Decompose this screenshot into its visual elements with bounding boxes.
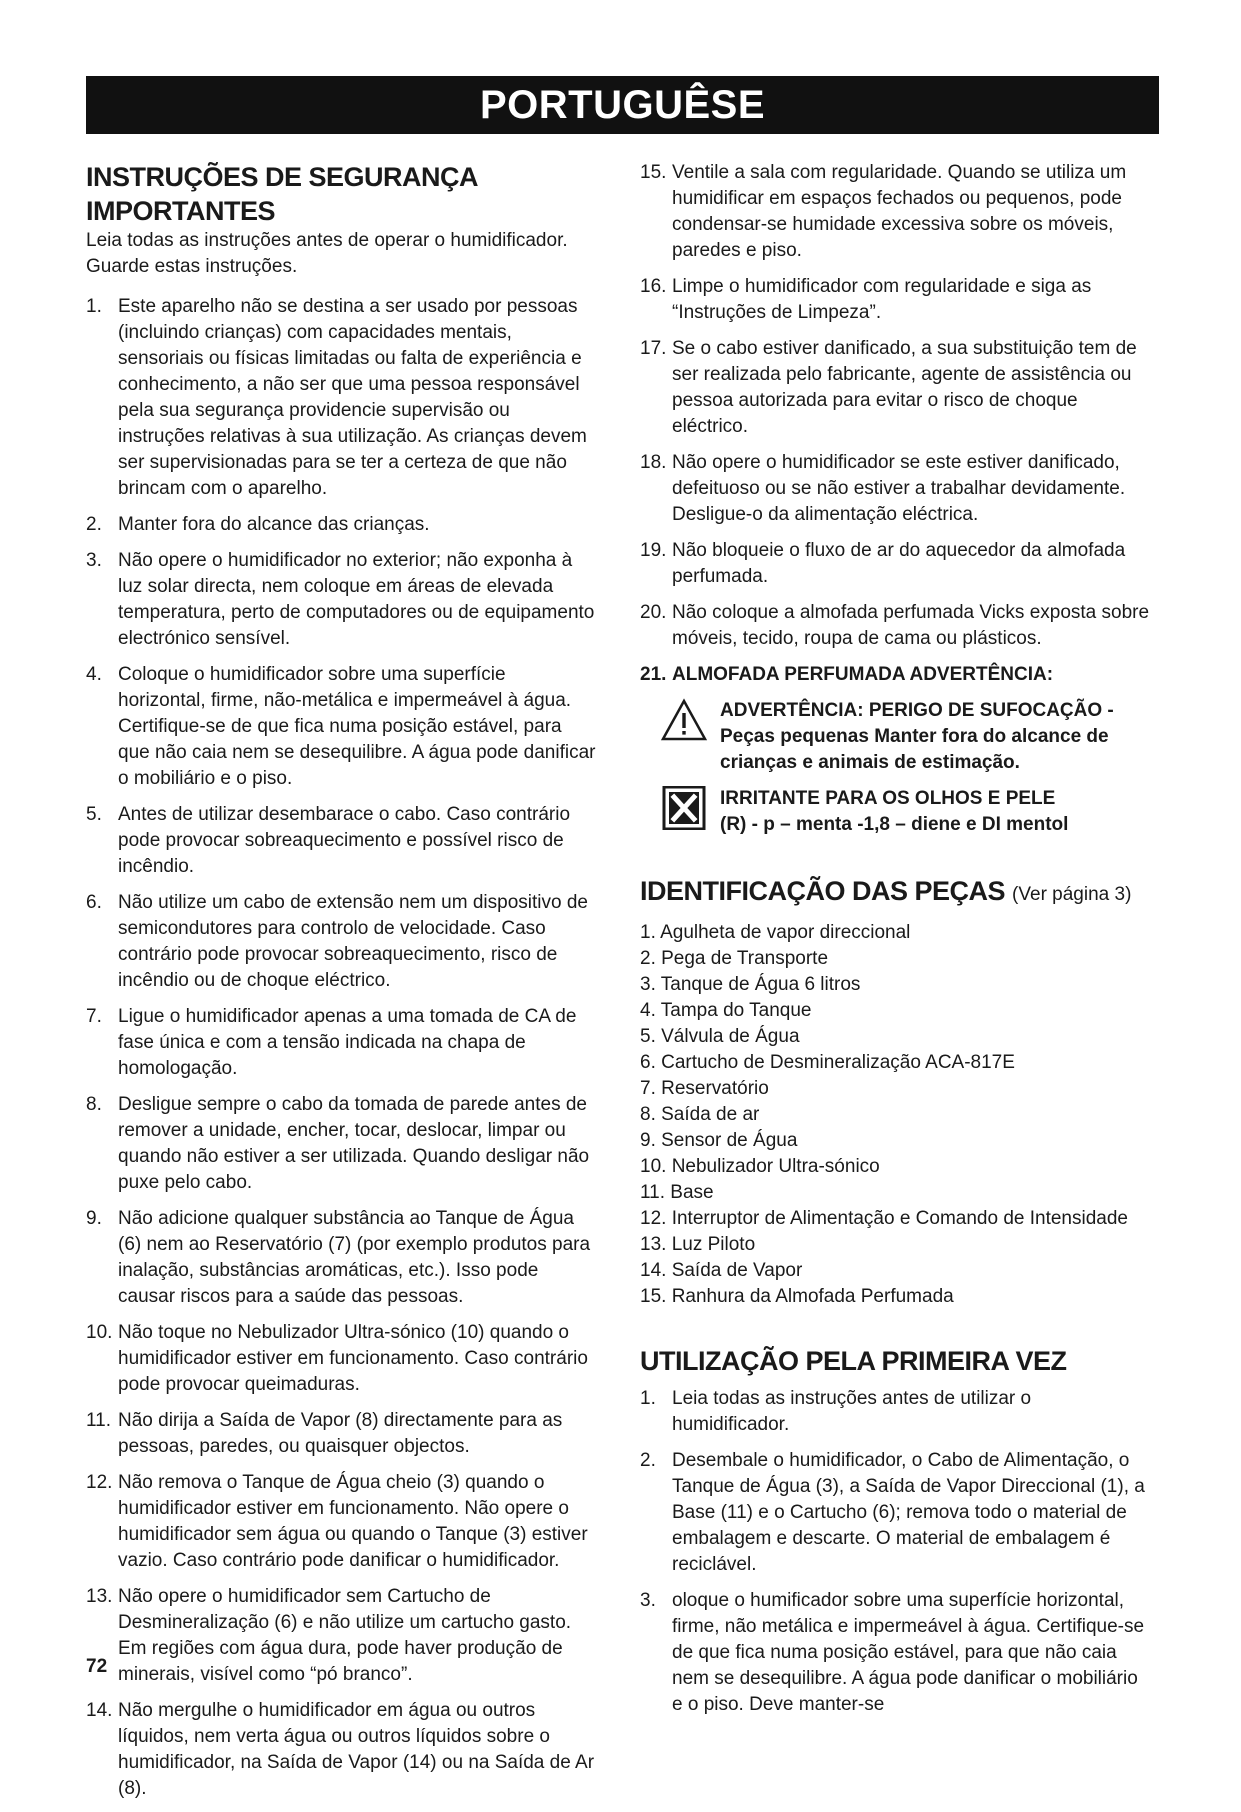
parts-subtitle: (Ver página 3) xyxy=(1012,884,1132,905)
safety-list-continued xyxy=(640,160,1150,688)
list-item: 11. Base xyxy=(640,1182,714,1203)
left-column xyxy=(86,160,596,1812)
list-item: 17. Se o cabo estiver danificado, a sua substituição tem de ser realizada pelo fabricante, agente de assistência ou pessoa autorizada para evitar o risco de choque eléctrico. xyxy=(640,338,1137,437)
list-item: 14. Saída de Vapor xyxy=(640,1260,803,1281)
list-item: 3. Tanque de Água 6 litros xyxy=(640,974,861,995)
list-item: 1. Leia todas as instruções antes de utilizar o humidificador. xyxy=(640,1388,1032,1435)
page-number: 72 xyxy=(86,1656,108,1677)
safety-heading: INSTRUÇÕES DE SEGURANÇA IMPORTANTES xyxy=(86,162,478,226)
parts-heading: IDENTIFICAÇÃO DAS PEÇAS (Ver página 3) xyxy=(640,876,1132,906)
first-use-heading: UTILIZAÇÃO PELA PRIMEIRA VEZ xyxy=(640,1346,1067,1376)
list-item: 18. Não opere o humidificador se este estiver danificado, defeituoso ou se não estiver a trabalhar devidamente. Desligue-o da alimentação eléctrica. xyxy=(640,452,1126,525)
first-use-list xyxy=(640,1386,1150,1718)
list-item: 8. Desligue sempre o cabo da tomada de parede antes de remover a unidade, encher, tocar, deslocar, limpar ou quando não estiver a ser utilizada. Quando desligar não puxe pelo cabo. xyxy=(86,1094,590,1193)
irritant-warning xyxy=(660,786,1150,838)
list-item: 8. Saída de ar xyxy=(640,1104,760,1125)
irritant-warning-line2: (R) - p – menta -1,8 – diene e DI mentol xyxy=(720,814,1069,835)
list-item: 11. Não dirija a Saída de Vapor (8) directamente para as pessoas, paredes, ou quaisquer objectos. xyxy=(86,1410,563,1457)
list-item: 12. Não remova o Tanque de Água cheio (3) quando o humidificador estiver em funcionamento. Não opere o humidificador sem água ou quando o Tanque (3) estiver vazio. Caso contrário pode danificar o humidificador. xyxy=(86,1472,588,1571)
list-item: 6. Não utilize um cabo de extensão nem um dispositivo de semicondutores para controlo de velocidade. Caso contrário pode provocar sobreaquecimento, risco de incêndio ou de choque eléctrico. xyxy=(86,892,588,991)
list-item: 5. Antes de utilizar desembarace o cabo. Caso contrário pode provocar sobreaquecimento e possível risco de incêndio. xyxy=(86,804,571,877)
list-item: 16. Limpe o humidificador com regularidade e siga as “Instruções de Limpeza”. xyxy=(640,276,1092,323)
safety-list xyxy=(86,294,596,1802)
list-item: 2. Desembale o humidificador, o Cabo de Alimentação, o Tanque de Água (3), a Saída de Vapor Direccional (1), a Base (11) e o Cartucho (6); remova todo o material de embalagem e descarte. O material de embalagem é reciclável. xyxy=(640,1450,1145,1575)
list-item: 5. Válvula de Água xyxy=(640,1026,800,1047)
list-item: 15. Ventile a sala com regularidade. Quando se utiliza um humidificar em espaços fechados ou pequenos, pode condensar-se humidade excessiva sobre os móveis, paredes e piso. xyxy=(640,162,1127,261)
list-item: 3. oloque o humificador sobre uma superfície horizontal, firme, não metálica e impermeável à água. Certifique-se de que fica numa posição estável, para que não caia nem se desequilibre. A água pode danificar o mobiliário e o piso. Deve manter-se xyxy=(640,1590,1145,1715)
choking-warning-text: ADVERTÊNCIA: PERIGO DE SUFOCAÇÃO - Peças pequenas Manter fora do alcance de crianças e animais de estimação. xyxy=(720,700,1114,773)
parts-list xyxy=(640,920,1150,1310)
safety-intro: Leia todas as instruções antes de operar o humidificador. Guarde estas instruções. xyxy=(86,230,568,277)
list-item: 9. Não adicione qualquer substância ao Tanque de Água (6) nem ao Reservatório (7) (por exemplo produtos para inalação, substâncias aromáticas, etc.). Isso pode causar riscos para a saúde das pessoas. xyxy=(86,1208,591,1307)
list-item: 4. Tampa do Tanque xyxy=(640,1000,812,1021)
list-item: 10. Nebulizador Ultra-sónico xyxy=(640,1156,880,1177)
irritant-hazard-icon xyxy=(660,786,708,830)
list-item: 7. Ligue o humidificador apenas a uma tomada de CA de fase única e com a tensão indicada na chapa de homologação. xyxy=(86,1006,577,1079)
choking-warning xyxy=(660,698,1150,776)
list-item: 2. Manter fora do alcance das crianças. xyxy=(86,514,430,535)
right-column xyxy=(640,160,1150,1728)
list-item: 10. Não toque no Nebulizador Ultra-sónico (10) quando o humidificador estiver em funcionamento. Caso contrário pode provocar queimaduras. xyxy=(86,1322,588,1395)
list-item: 1. Agulheta de vapor direccional xyxy=(640,922,911,943)
list-item: 14. Não mergulhe o humidificador em água ou outros líquidos, nem verta água ou outros líquidos sobre o humidificador, na Saída de Vapor (14) ou na Saída de Ar (8). xyxy=(86,1700,595,1799)
page-title: PORTUGUÊSE xyxy=(86,76,1159,134)
list-item: 13. Não opere o humidificador sem Cartucho de Desmineralização (6) e não utilize um cartucho gasto. Em regiões com água dura, pode haver produção de minerais, visível como “pó branco”. xyxy=(86,1586,572,1685)
list-item: 7. Reservatório xyxy=(640,1078,769,1099)
list-item: 13. Luz Piloto xyxy=(640,1234,756,1255)
list-item: 20. Não coloque a almofada perfumada Vicks exposta sobre móveis, tecido, roupa de cama ou plásticos. xyxy=(640,602,1150,649)
list-item: 9. Sensor de Água xyxy=(640,1130,798,1151)
list-item: 2. Pega de Transporte xyxy=(640,948,829,969)
list-item: 12. Interruptor de Alimentação e Comando de Intensidade xyxy=(640,1208,1128,1229)
warning-triangle-icon xyxy=(660,698,708,742)
list-item: 15. Ranhura da Almofada Perfumada xyxy=(640,1286,954,1307)
list-item: 4. Coloque o humidificador sobre uma superfície horizontal, firme, não-metálica e impermeável à água. Certifique-se de que fica numa posição estável, para que não caia nem se desequilibre. A água pode danificar o mobiliário e o piso. xyxy=(86,664,596,789)
list-item: 1. Este aparelho não se destina a ser usado por pessoas (incluindo crianças) com capacidades mentais, sensoriais ou físicas limitadas ou falta de experiência e conhecimento, a não ser que uma pessoa responsável pela sua segurança providencie supervisão ou instruções relativas à sua utilização. As crianças devem ser supervisionadas para se ter a certeza de que não brincam com o aparelho. xyxy=(86,296,587,499)
list-item: 3. Não opere o humidificador no exterior; não exponha à luz solar directa, nem coloque em áreas de elevada temperatura, perto de computadores ou de equipamento electrónico sensível. xyxy=(86,550,595,649)
list-item: 19. Não bloqueie o fluxo de ar do aquecedor da almofada perfumada. xyxy=(640,540,1126,587)
list-item: 21. ALMOFADA PERFUMADA ADVERTÊNCIA: xyxy=(640,664,1054,685)
irritant-warning-line1: IRRITANTE PARA OS OLHOS E PELE xyxy=(720,788,1056,809)
list-item: 6. Cartucho de Desmineralização ACA-817E xyxy=(640,1052,1015,1073)
